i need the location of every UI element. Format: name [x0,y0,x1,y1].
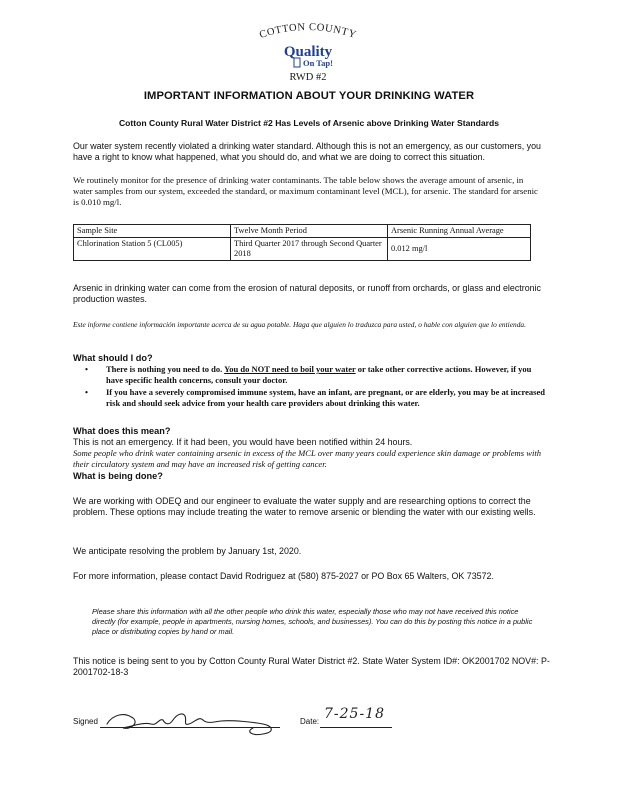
bullet-icon: • [85,387,88,398]
health-effects-paragraph: Some people who drink water containing arsenic in excess of the MCL over many years could experience skin damage or problems with their circulatory system and may have an increased risk of getting cancer. [73,448,542,469]
page-title: IMPORTANT INFORMATION ABOUT YOUR DRINKING WATER [143,90,475,102]
heading-what-is-being-done: What is being done? [73,471,163,481]
bullet-text-pre: There is nothing you need to do. [106,364,225,374]
district-logo [228,18,388,88]
heading-what-does-this-mean: What does this mean? [73,426,171,436]
cell-average: 0.012 mg/l [388,238,531,261]
list-item [73,387,549,408]
logo-rwd: RWD #2 [289,72,327,83]
date-label: Date: [300,717,320,726]
handwritten-date: 7-25-18 [324,706,385,722]
header-sample-site: Sample Site [74,225,231,238]
bullet-icon: • [85,364,88,374]
table-header-row [74,225,531,238]
monitoring-paragraph: We routinely monitor for the presence of drinking water contaminants. The table below shows the average amount of arsenic, in water samples from our system, exceeded the standard, or maximum contaminant level (MCL), for arsenic. The standard for arsenic is 0.010 mg/l. [73,175,538,207]
spanish-notice: Este informe contiene información importante acerca de su agua potable. Haga que alguien lo traduzca para usted, o hable con alguien que lo entienda. [73,320,526,329]
bullet-text-post: or take other corrective actions. However, if you have specific health concerns, consult your doctor. [106,364,532,385]
date-line [320,727,392,728]
bullet-text: If you have a severely compromised immune system, have an infant, are pregnant, or are elderly, you may be at increased risk and should seek advice from your health care providers about drinking this water. [106,387,545,408]
actions-paragraph: We are working with ODEQ and our engineer to evaluate the water supply and are researching options to correct the problem. These options may include treating the water to remove arsenic or blending the water with our existing wells. [73,496,536,518]
signed-label: Signed [73,717,98,726]
logo-quality-text: Quality [283,44,333,60]
sender-paragraph: This notice is being sent to you by Cotton County Rural Water District #2. State Water System ID#: OK2001702 NOV#: P-2001702-18-3 [73,656,550,678]
heading-what-should-i-do: What should I do? [73,353,153,363]
cell-sample-site: Chlorination Station 5 (CL005) [74,238,231,261]
arsenic-table [73,224,531,261]
logo-ontap-text: On Tap! [302,58,334,68]
share-notice: Please share this information with all the other people who drink this water, especially those who may not have received this notice directly (for example, people in apartments, nursing homes, schools, and businesses). You can do this by posting this notice in a public place or distributing copies by hand or mail. [92,607,533,637]
header-average: Arsenic Running Annual Average [388,225,531,238]
logo-arc-text: COTTON COUNTY [258,21,358,41]
action-list [73,364,549,410]
sources-paragraph: Arsenic in drinking water can come from the erosion of natural deposits, or runoff from orchards, or glass and electronic production wastes. [73,283,541,305]
intro-paragraph: Our water system recently violated a drinking water standard. Although this is not an emergency, as our customers, you have a right to know what happened, what you should do, and what we are doing to correct this situation. [73,141,541,163]
list-item [73,364,549,385]
meaning-paragraph: This is not an emergency. If it had been, you would have been notified within 24 hours. [73,437,413,447]
resolution-paragraph: We anticipate resolving the problem by January 1st, 2020. [73,546,302,556]
header-period: Twelve Month Period [231,225,388,238]
table-row [74,238,531,261]
logo-graphic [228,18,388,74]
cell-period: Third Quarter 2017 through Second Quarter 2018 [231,238,388,261]
page-subtitle: Cotton County Rural Water District #2 Has Levels of Arsenic above Drinking Water Standards [118,118,500,128]
bullet-text-underlined: You do NOT need to boil your water [224,364,356,374]
contact-paragraph: For more information, please contact David Rodriguez at (580) 875-2027 or PO Box 65 Walters, OK 73572. [73,571,494,581]
handwritten-signature [103,704,283,740]
signature-row [73,706,543,750]
